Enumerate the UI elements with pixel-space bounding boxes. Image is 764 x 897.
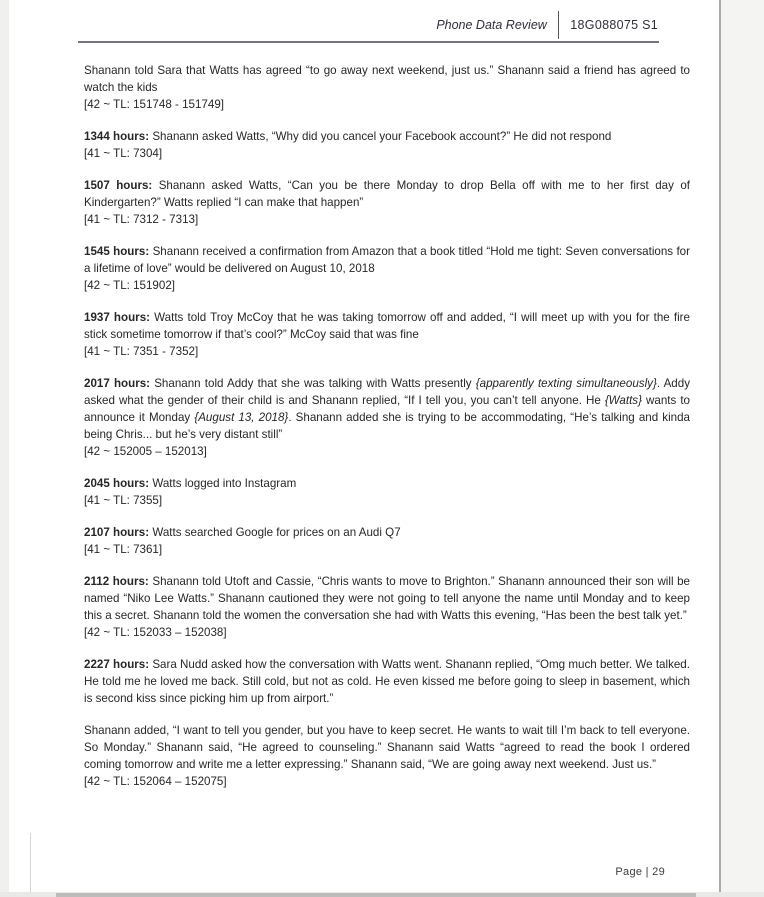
document-body bbox=[84, 62, 690, 805]
case-number: 18G088075 S1 bbox=[570, 18, 658, 32]
citation: [42 ~ 152005 – 152013] bbox=[84, 445, 207, 458]
paragraph-text bbox=[84, 524, 690, 541]
text-segment: {apparently texting simultaneously} bbox=[475, 377, 657, 390]
time-label: 2112 hours: bbox=[84, 575, 149, 588]
paragraph-text bbox=[84, 62, 690, 96]
citation: [41 ~ TL: 7351 - 7352] bbox=[84, 345, 199, 358]
paragraph-text bbox=[84, 722, 690, 773]
scan-left-margin bbox=[0, 0, 9, 897]
paragraph bbox=[84, 475, 690, 509]
text-segment: {Watts} bbox=[604, 394, 642, 407]
text-segment: {August 13, 2018} bbox=[194, 411, 289, 424]
page-left-fold-line bbox=[30, 833, 31, 897]
paragraph-text bbox=[84, 656, 690, 707]
header-rule bbox=[78, 41, 659, 43]
paragraph-text bbox=[84, 375, 690, 443]
text-segment: . Shanann added she is trying to be accommodating, “He’s talking and kinda being Chris... but he’s very distant still” bbox=[84, 411, 691, 441]
citation: [41 ~ TL: 7361] bbox=[84, 543, 163, 556]
text-segment: Watts told Troy McCoy that he was taking tomorrow off and added, “I will meet up with you for the fire stick sometime tomorrow if that’s cool?” McCoy said that was fine bbox=[84, 311, 690, 341]
text-segment: wants to announce it Monday bbox=[84, 394, 690, 424]
text-segment: Shanann told Sara that Watts has agreed “to go away next weekend, just us.” Shanann said a friend has agreed to watch the kids bbox=[84, 64, 690, 94]
citation: [42 ~ TL: 152033 – 152038] bbox=[84, 626, 227, 639]
paragraph bbox=[84, 573, 690, 641]
paragraph bbox=[84, 722, 690, 790]
citation: [42 ~ TL: 151748 - 151749] bbox=[84, 98, 224, 111]
text-segment: Sara Nudd asked how the conversation with Watts went. Shanann replied, “Omg much better. We talked. He told me he loved me back. Still cold, but not as cold. He even kissed me before going to sleep in basement, which is second kiss since picking him up from airport.” bbox=[84, 658, 690, 705]
paragraph-text bbox=[84, 177, 690, 211]
paragraph bbox=[84, 243, 690, 294]
document-title: Phone Data Review bbox=[436, 18, 547, 32]
text-segment: Shanann told Addy that she was talking with Watts presently bbox=[150, 377, 476, 390]
citation: [42 ~ TL: 151902] bbox=[84, 279, 176, 292]
text-segment: Watts searched Google for prices on an Audi Q7 bbox=[149, 526, 401, 539]
text-segment: Shanann added, “I want to tell you gender, but you have to keep secret. He wants to wait till I’m back to tell everyone. So Monday.” Shanann said, “He agreed to counseling.” Shanann said Watts “agreed to read the book I ordered coming tomorrow and write me a letter expressing.” Shanann said, “We are going away next weekend. Just us.” bbox=[84, 724, 690, 771]
paragraph bbox=[84, 177, 690, 228]
paragraph-text bbox=[84, 475, 690, 492]
text-segment: Shanann asked Watts, “Why did you cancel your Facebook account?” He did not respond bbox=[149, 130, 612, 143]
text-segment: Shanann told Utoft and Cassie, “Chris wants to move to Brighton.” Shanann announced their son will be named “Niko Lee Watts.” Shanann cautioned they were not going to tell anyone the name until Monday and to keep this a secret. Shanann told the women the conversation she had with Watts this evening, “Has been the best talk yet.” bbox=[84, 575, 690, 622]
text-segment: Watts logged into Instagram bbox=[149, 477, 297, 490]
paragraph-text bbox=[84, 573, 690, 624]
time-label: 1545 hours: bbox=[84, 245, 150, 258]
text-segment: Shanann received a confirmation from Amazon that a book titled “Hold me tight: Seven conversations for a lifetime of love” would be delivered on August 10, 2018 bbox=[84, 245, 690, 275]
time-label: 1937 hours: bbox=[84, 311, 150, 324]
paragraph bbox=[84, 128, 690, 162]
time-label: 1344 hours: bbox=[84, 130, 150, 143]
citation: [41 ~ TL: 7355] bbox=[84, 494, 163, 507]
scan-right-margin bbox=[721, 0, 764, 897]
scan-bottom-edge bbox=[56, 893, 696, 897]
citation: [41 ~ TL: 7304] bbox=[84, 147, 163, 160]
time-label: 2107 hours: bbox=[84, 526, 150, 539]
time-label: 1507 hours: bbox=[84, 179, 153, 192]
paragraph bbox=[84, 375, 690, 460]
paragraph bbox=[84, 309, 690, 360]
paragraph-text bbox=[84, 128, 690, 145]
citation: [42 ~ TL: 152064 – 152075] bbox=[84, 775, 227, 788]
page-number: Page | 29 bbox=[615, 866, 665, 878]
page-header bbox=[436, 11, 658, 39]
time-label: 2017 hours: bbox=[84, 377, 151, 390]
time-label: 2045 hours: bbox=[84, 477, 150, 490]
paragraph-text bbox=[84, 309, 690, 343]
paragraph bbox=[84, 524, 690, 558]
paragraph bbox=[84, 656, 690, 707]
page-right-edge-line bbox=[719, 0, 721, 897]
text-segment: . Addy asked what the gender of their child is and Shanann replied, “If I tell you, you can’t tell anyone. He bbox=[84, 377, 690, 407]
citation: [41 ~ TL: 7312 - 7313] bbox=[84, 213, 199, 226]
paragraph bbox=[84, 62, 690, 113]
time-label: 2227 hours: bbox=[84, 658, 150, 671]
paragraph-text bbox=[84, 243, 690, 277]
text-segment: Shanann asked Watts, “Can you be there Monday to drop Bella off with me to her first day of Kindergarten?” Watts replied “I can make that happen” bbox=[84, 179, 690, 209]
